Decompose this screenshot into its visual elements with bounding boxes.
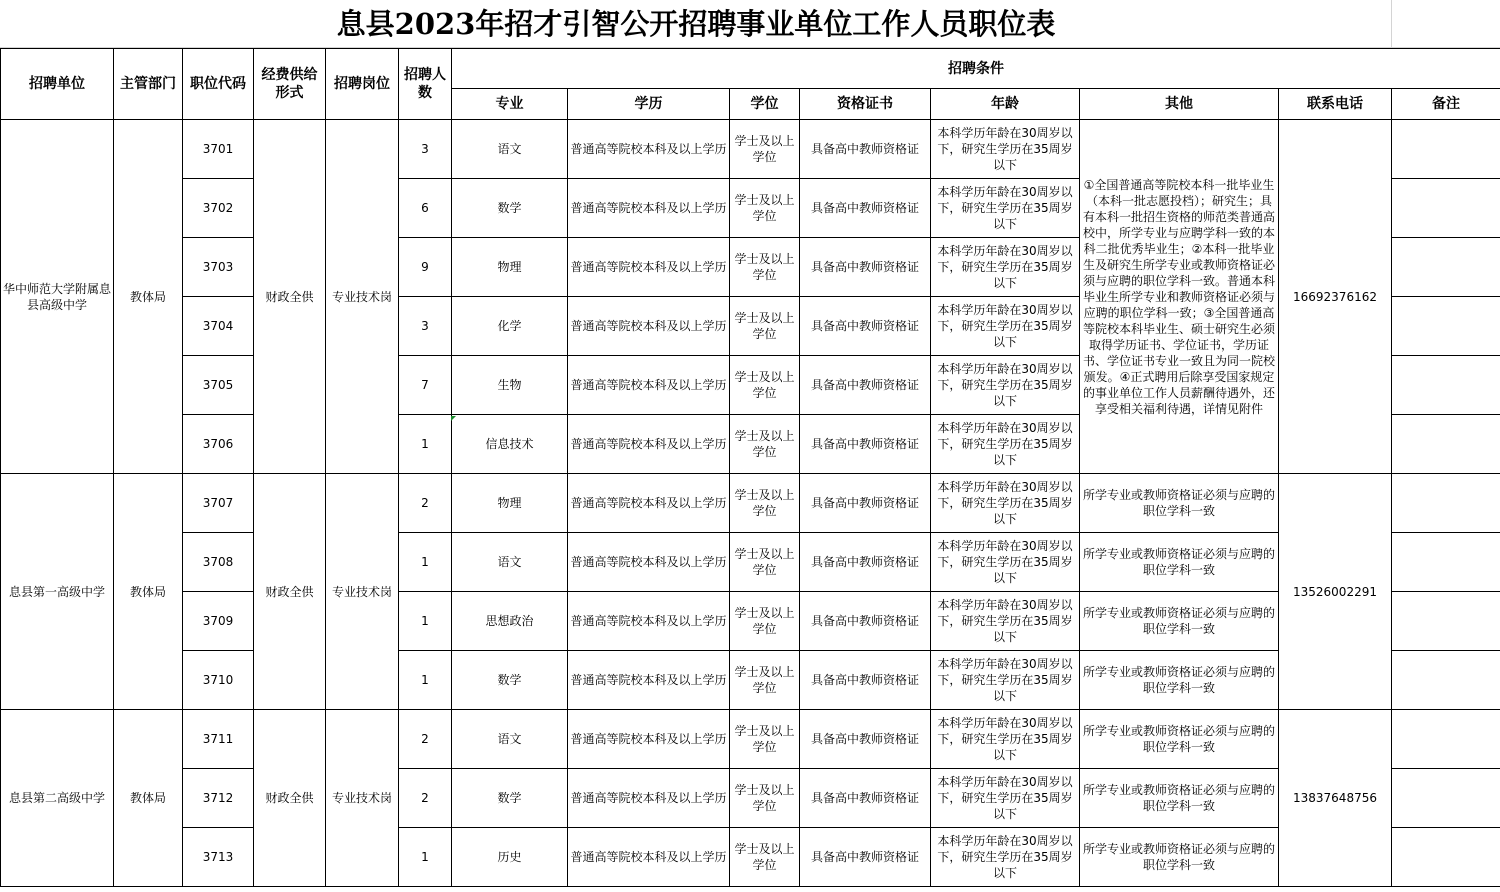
cell-unit: 息县第二高级中学 <box>1 710 114 887</box>
header-remark: 备注 <box>1392 89 1500 120</box>
cell-other: 所学专业或教师资格证必须与应聘的职位学科一致 <box>1080 592 1279 651</box>
cell-post: 专业技术岗 <box>326 120 399 474</box>
cell-code: 3708 <box>183 533 254 592</box>
cell-certificate: 具备高中教师资格证 <box>800 297 931 356</box>
cell-count: 2 <box>399 710 452 769</box>
cell-code: 3707 <box>183 474 254 533</box>
cell-education: 普通高等院校本科及以上学历 <box>568 179 730 238</box>
cell-phone: 13837648756 <box>1279 710 1392 887</box>
header-conditions: 招聘条件 <box>452 49 1500 89</box>
cell-age: 本科学历年龄在30周岁以下，研究生学历在35周岁以下 <box>931 533 1080 592</box>
cell-other: 所学专业或教师资格证必须与应聘的职位学科一致 <box>1080 533 1279 592</box>
cell-education: 普通高等院校本科及以上学历 <box>568 769 730 828</box>
cell-major: 生物 <box>452 356 568 415</box>
cell-remark <box>1392 356 1500 415</box>
cell-count: 3 <box>399 297 452 356</box>
cell-certificate: 具备高中教师资格证 <box>800 710 931 769</box>
header-age: 年龄 <box>931 89 1080 120</box>
cell-certificate: 具备高中教师资格证 <box>800 828 931 887</box>
cell-age: 本科学历年龄在30周岁以下，研究生学历在35周岁以下 <box>931 238 1080 297</box>
cell-certificate: 具备高中教师资格证 <box>800 533 931 592</box>
table-row <box>1 120 1500 179</box>
cell-remark <box>1392 179 1500 238</box>
cell-age: 本科学历年龄在30周岁以下，研究生学历在35周岁以下 <box>931 120 1080 179</box>
cell-code: 3705 <box>183 356 254 415</box>
cell-other: 所学专业或教师资格证必须与应聘的职位学科一致 <box>1080 828 1279 887</box>
cell-remark <box>1392 238 1500 297</box>
cell-major: 历史 <box>452 828 568 887</box>
header-other: 其他 <box>1080 89 1279 120</box>
table-row <box>1 474 1500 533</box>
cell-unit: 息县第一高级中学 <box>1 474 114 710</box>
cell-other: ①全国普通高等院校本科一批毕业生（本科一批志愿投档）；研究生；具有本科一批招生资格的师范类普通高校中，所学专业与应聘学科一致的本科二批优秀毕业生；②本科一批毕业生及研究生所学专业或教师资格证必须与应聘的职位学科一致。普通本科毕业生所学专业和教师资格证必须与应聘的职位学科一致；③全国普通高等院校本科毕业生、硕士研究生必须取得学历证书、学位证书，学历证书、学位证书专业一致且为同一院校颁发。④正式聘用后除享受国家规定的事业单位工作人员薪酬待遇外，还享受相关福利待遇，详情见附件 <box>1080 120 1279 474</box>
cell-age: 本科学历年龄在30周岁以下，研究生学历在35周岁以下 <box>931 710 1080 769</box>
cell-major: 语文 <box>452 710 568 769</box>
header-code: 职位代码 <box>183 49 254 120</box>
cell-degree: 学士及以上学位 <box>730 769 800 828</box>
cell-degree: 学士及以上学位 <box>730 356 800 415</box>
header-unit: 招聘单位 <box>1 49 114 120</box>
header-degree: 学位 <box>730 89 800 120</box>
cell-degree: 学士及以上学位 <box>730 297 800 356</box>
cell-remark <box>1392 120 1500 179</box>
cell-age: 本科学历年龄在30周岁以下，研究生学历在35周岁以下 <box>931 828 1080 887</box>
cell-post: 专业技术岗 <box>326 710 399 887</box>
cell-count: 1 <box>399 415 452 474</box>
cell-remark <box>1392 474 1500 533</box>
cell-age: 本科学历年龄在30周岁以下，研究生学历在35周岁以下 <box>931 592 1080 651</box>
cell-age: 本科学历年龄在30周岁以下，研究生学历在35周岁以下 <box>931 474 1080 533</box>
cell-major: 思想政治 <box>452 592 568 651</box>
cell-remark <box>1392 533 1500 592</box>
cell-degree: 学士及以上学位 <box>730 179 800 238</box>
cell-major: 数学 <box>452 651 568 710</box>
cell-degree: 学士及以上学位 <box>730 120 800 179</box>
cell-remark <box>1392 415 1500 474</box>
cell-code: 3704 <box>183 297 254 356</box>
cell-major: 语文 <box>452 120 568 179</box>
cell-certificate: 具备高中教师资格证 <box>800 769 931 828</box>
cell-code: 3709 <box>183 592 254 651</box>
cell-education: 普通高等院校本科及以上学历 <box>568 651 730 710</box>
cell-certificate: 具备高中教师资格证 <box>800 238 931 297</box>
cell-education: 普通高等院校本科及以上学历 <box>568 474 730 533</box>
gridline <box>1391 0 1392 48</box>
table-row <box>1 828 1500 887</box>
header-education: 学历 <box>568 89 730 120</box>
cell-unit: 华中师范大学附属息县高级中学 <box>1 120 114 474</box>
cell-degree: 学士及以上学位 <box>730 533 800 592</box>
cell-phone: 16692376162 <box>1279 120 1392 474</box>
cell-code: 3706 <box>183 415 254 474</box>
cell-code: 3710 <box>183 651 254 710</box>
cell-code: 3701 <box>183 120 254 179</box>
cell-education: 普通高等院校本科及以上学历 <box>568 238 730 297</box>
cell-degree: 学士及以上学位 <box>730 828 800 887</box>
cell-certificate: 具备高中教师资格证 <box>800 651 931 710</box>
cell-dept: 教体局 <box>114 710 183 887</box>
cell-certificate: 具备高中教师资格证 <box>800 592 931 651</box>
title-row <box>0 0 1500 48</box>
header-phone: 联系电话 <box>1279 89 1392 120</box>
cell-education: 普通高等院校本科及以上学历 <box>568 533 730 592</box>
table-row <box>1 592 1500 651</box>
table-row <box>1 769 1500 828</box>
table-row <box>1 533 1500 592</box>
cell-count: 9 <box>399 238 452 297</box>
cell-major: 物理 <box>452 474 568 533</box>
cell-count: 1 <box>399 533 452 592</box>
cell-remark <box>1392 592 1500 651</box>
cell-age: 本科学历年龄在30周岁以下，研究生学历在35周岁以下 <box>931 415 1080 474</box>
cell-remark <box>1392 710 1500 769</box>
page-title: 息县2023年招才引智公开招聘事业单位工作人员职位表 <box>336 7 1056 41</box>
cell-remark <box>1392 828 1500 887</box>
cell-certificate: 具备高中教师资格证 <box>800 179 931 238</box>
cell-major: 语文 <box>452 533 568 592</box>
header-certificate: 资格证书 <box>800 89 931 120</box>
cell-certificate: 具备高中教师资格证 <box>800 474 931 533</box>
cell-age: 本科学历年龄在30周岁以下，研究生学历在35周岁以下 <box>931 651 1080 710</box>
cell-age: 本科学历年龄在30周岁以下，研究生学历在35周岁以下 <box>931 179 1080 238</box>
cell-count: 1 <box>399 592 452 651</box>
job-table <box>0 48 1500 887</box>
cell-major: 数学 <box>452 179 568 238</box>
cell-degree: 学士及以上学位 <box>730 238 800 297</box>
cell-dept: 教体局 <box>114 474 183 710</box>
cell-education: 普通高等院校本科及以上学历 <box>568 828 730 887</box>
cell-remark <box>1392 297 1500 356</box>
cell-education: 普通高等院校本科及以上学历 <box>568 592 730 651</box>
cell-degree: 学士及以上学位 <box>730 651 800 710</box>
cell-age: 本科学历年龄在30周岁以下，研究生学历在35周岁以下 <box>931 769 1080 828</box>
cell-education: 普通高等院校本科及以上学历 <box>568 356 730 415</box>
cell-degree: 学士及以上学位 <box>730 415 800 474</box>
cell-remark <box>1392 769 1500 828</box>
cell-major: 化学 <box>452 297 568 356</box>
cell-certificate: 具备高中教师资格证 <box>800 415 931 474</box>
cell-count: 2 <box>399 769 452 828</box>
cell-dept: 教体局 <box>114 120 183 474</box>
cell-education: 普通高等院校本科及以上学历 <box>568 415 730 474</box>
cell-post: 专业技术岗 <box>326 474 399 710</box>
header-post: 招聘岗位 <box>326 49 399 120</box>
cell-phone: 13526002291 <box>1279 474 1392 710</box>
cell-degree: 学士及以上学位 <box>730 474 800 533</box>
header-count: 招聘人数 <box>399 49 452 120</box>
cell-degree: 学士及以上学位 <box>730 710 800 769</box>
cell-count: 6 <box>399 179 452 238</box>
header-dept: 主管部门 <box>114 49 183 120</box>
cell-funding: 财政全供 <box>254 474 326 710</box>
cell-count: 3 <box>399 120 452 179</box>
cell-education: 普通高等院校本科及以上学历 <box>568 710 730 769</box>
cell-funding: 财政全供 <box>254 120 326 474</box>
cell-code: 3711 <box>183 710 254 769</box>
cell-count: 7 <box>399 356 452 415</box>
cell-count: 1 <box>399 828 452 887</box>
cell-other: 所学专业或教师资格证必须与应聘的职位学科一致 <box>1080 474 1279 533</box>
cell-code: 3713 <box>183 828 254 887</box>
cell-education: 普通高等院校本科及以上学历 <box>568 297 730 356</box>
cell-code: 3702 <box>183 179 254 238</box>
cell-remark <box>1392 651 1500 710</box>
cell-other: 所学专业或教师资格证必须与应聘的职位学科一致 <box>1080 710 1279 769</box>
cell-major: 物理 <box>452 238 568 297</box>
cell-major: 数学 <box>452 769 568 828</box>
cell-certificate: 具备高中教师资格证 <box>800 120 931 179</box>
header-major: 专业 <box>452 89 568 120</box>
table-row <box>1 710 1500 769</box>
cell-other: 所学专业或教师资格证必须与应聘的职位学科一致 <box>1080 769 1279 828</box>
cell-age: 本科学历年龄在30周岁以下，研究生学历在35周岁以下 <box>931 297 1080 356</box>
cell-education: 普通高等院校本科及以上学历 <box>568 120 730 179</box>
cell-certificate: 具备高中教师资格证 <box>800 356 931 415</box>
cell-code: 3712 <box>183 769 254 828</box>
header-funding: 经费供给形式 <box>254 49 326 120</box>
cell-comment-marker <box>451 416 456 421</box>
cell-count: 2 <box>399 474 452 533</box>
cell-degree: 学士及以上学位 <box>730 592 800 651</box>
cell-code: 3703 <box>183 238 254 297</box>
cell-count: 1 <box>399 651 452 710</box>
cell-age: 本科学历年龄在30周岁以下，研究生学历在35周岁以下 <box>931 356 1080 415</box>
cell-funding: 财政全供 <box>254 710 326 887</box>
table-row <box>1 651 1500 710</box>
cell-other: 所学专业或教师资格证必须与应聘的职位学科一致 <box>1080 651 1279 710</box>
cell-major: 信息技术 <box>452 415 568 474</box>
